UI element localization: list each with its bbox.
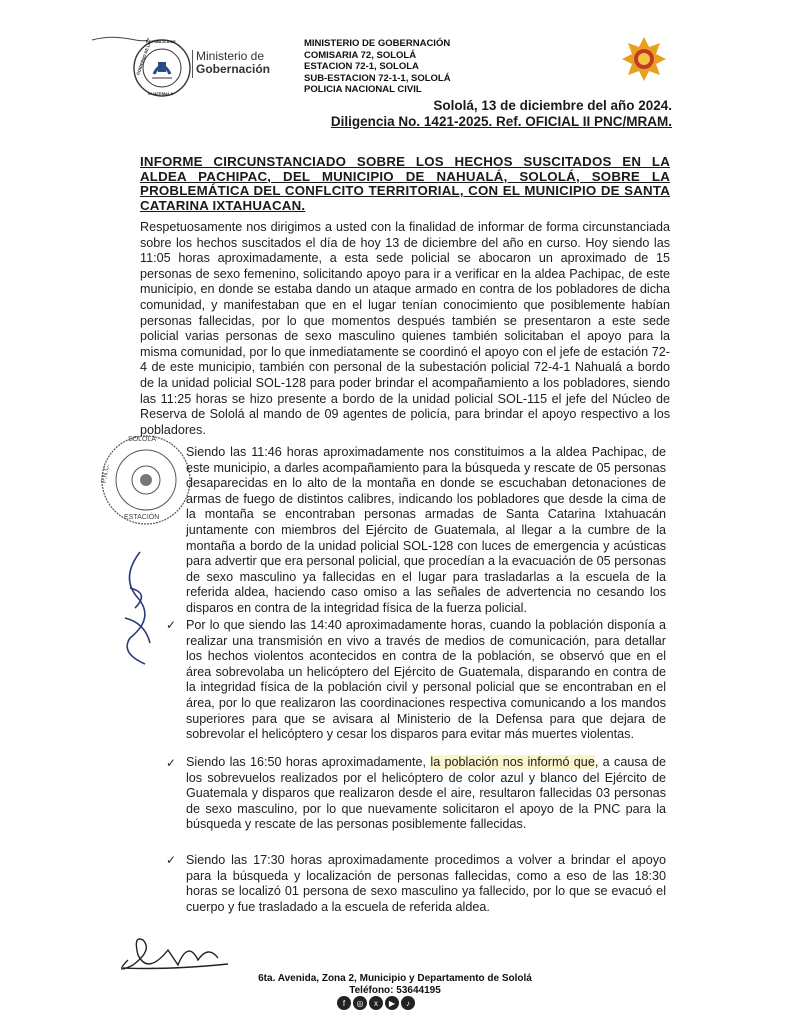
agency-line: SUB-ESTACION 72-1-1, SOLOLÁ	[304, 72, 451, 84]
agency-line: ESTACION 72-1, SOLOLA	[304, 61, 419, 73]
paragraph-4-end: , a causa de los sobrevuelos realizados por el helicóptero de color azul y blanco del Ejército de Guatemala y disparos que realizaron desde el aire, resultaron fallecidas 03 personas de sexo masculino, por lo que nuevamente solicitaron el apoyo de la PNC para la búsqueda y rescate de las personas posiblemente fallecidas.	[186, 755, 666, 832]
paragraph-intro: Respetuosamente nos dirigimos a usted con la finalidad de informar de forma circunstanciada sobre los hechos suscitados el día de hoy 13 de diciembre del año en curso. Hoy siendo las 11:05 horas aproximadamente, a esta sede policial se abocaron un aproximado de 15 personas de sexo femenino, solicitando apoyo para ir a verificar en la aldea Pachipac, de este municipio, en donde se estaba dando un ataque armado en contra de los pobladores de dicha comunidad, y manifestaban que en el lugar tenían conocimiento que posiblemente habían personas fallecidas, por lo que momentos después también se presentaron a este sede policial varias personas de sexo masculino quienes también solicitaban el apoyo para la misma comunidad, por lo que inmediatamente se coordinó el apoyo con el jefe de estación 72-4 de este municipio, también con personal de la subestación policial 72-4-1 Nahualá a bordo de la unidad policial SOL-128 para poder brindar el acompañamiento a los pobladores, siendo las 11:25 horas se hizo presente a bordo de la unidad policial SOL-115 el jefe del Núcleo de Reserva de Sololá al mando de 09 agentes de policía, para brindar el apoyo respectivo a los pobladores.	[140, 220, 670, 437]
paragraph-4-start: Siendo las 16:50 horas aproximadamente,	[186, 755, 431, 769]
bullet-check: ✓	[166, 756, 177, 770]
bullet-check: ✓	[166, 853, 177, 867]
seal-text-top: REPÚBLICA DE	[146, 39, 176, 44]
report-title: INFORME CIRCUNSTANCIADO SOBRE LOS HECHOS SUSCITADOS EN LA ALDEA PACHIPAC, DEL MUNICIPIO DE NAHUALÁ, SOLOLÁ, SOBRE LA PROBLEMÁTICA DEL CONFLCITO TERRITORIAL, CON EL MUNICIPIO DE SANTA CATARINA IXTAHUACAN.	[140, 154, 670, 213]
paragraph-2: Siendo las 11:46 horas aproximadamente nos constituimos a la aldea Pachipac, de este municipio, a darles acompañamiento para la búsqueda y rescate de 05 personas desaparecidas en lo alto de la montaña en donde se escuchaban detonaciones de armas de fuego de distintos calibres, indicando los pobladores que desde la cima de la montaña se encontraban personas armadas de Santa Catarina Ixtahuacán juntamente con miembros del Ejército de Guatemala, al llegar a la cumbre de la montaña a bordo de la unidad policial SOL-128 con luces de emergencia y acústicas para advertir que era personal policial, que procedían a la evacuación de 05 personas de sexo masculino ya fallecidas en el lugar para trasladarlas a la escuela de la referida aldea, haciendo caso omiso a las señales de advertencia no cesando los disparos en contra de la integridad física de la fuerza policial.	[186, 445, 666, 615]
facebook-icon[interactable]: f	[337, 996, 351, 1010]
paragraph-3: Por lo que siendo las 14:40 aproximadamente horas, cuando la población disponía a realizar una transmisión en vivo a través de medios de comunicación, para detallar los hechos violentos acontecidos en contra de la población, se observó que en el área sobrevolaba un helicóptero del Ejército de Guatemala, disparando en contra de la integridad física de la población civil y personal policial que se encontraban en el área, por lo que realizaron las coordinaciones respectiva comunicando a los mandos superiores para que se avisara al Ministerio de la Defensa para que dejara de sobrevolar el helicóptero y cesar los disparos para evitar más muertes violentas.	[186, 618, 666, 742]
x-icon[interactable]: x	[369, 996, 383, 1010]
stamp-text-bottom: ESTACIÓN	[124, 514, 160, 521]
handwritten-signature-vertical	[100, 548, 180, 668]
seal-text-bottom: GUATEMALA	[148, 91, 174, 96]
social-icons	[337, 996, 415, 1010]
paragraph-4	[186, 755, 666, 833]
highlighted-phrase: la población nos informó que	[430, 755, 595, 769]
date-line: Sololá, 13 de diciembre del año 2024.	[433, 98, 672, 113]
stamp-text-left: P.N.C.	[100, 463, 112, 484]
ministerio-logo-line2: Gobernación	[196, 62, 271, 76]
guatemala-seal-logo	[132, 38, 192, 98]
agency-header-block	[304, 38, 451, 96]
handwritten-signature	[108, 920, 238, 980]
agency-line: POLICIA NACIONAL CIVIL	[304, 84, 422, 96]
reference-line: Diligencia No. 1421-2025. Ref. OFICIAL II PNC/MRAM.	[330, 114, 672, 129]
tiktok-icon[interactable]: ♪	[401, 996, 415, 1010]
ministerio-logo-line1: Ministerio de	[196, 49, 265, 63]
footer-address: 6ta. Avenida, Zona 2, Municipio y Departamento de Sololá	[258, 973, 532, 984]
agency-line: COMISARIA 72, SOLOLÁ	[304, 49, 417, 61]
instagram-icon[interactable]: ◎	[353, 996, 367, 1010]
pnc-badge-logo	[621, 36, 667, 82]
bullet-check: ✓	[166, 618, 177, 632]
ministerio-logo	[196, 50, 270, 76]
seal-text-left: GOBIERNO DE LA	[135, 41, 152, 76]
stamp-text-top: SOLOLÁ	[128, 436, 157, 443]
youtube-icon[interactable]: ▶	[385, 996, 399, 1010]
footer-phone: Teléfono: 53644195	[349, 985, 441, 996]
agency-line: MINISTERIO DE GOBERNACIÓN	[304, 38, 451, 49]
paragraph-5: Siendo las 17:30 horas aproximadamente procedimos a volver a brindar el apoyo para la búsqueda y localización de personas fallecidas, como a eso de las 18:30 horas se localizó 01 persona de sexo masculino ya fallecido, por lo que se evacuó el cuerpo y fue trasladado a la escuela de referida aldea.	[186, 853, 666, 914]
